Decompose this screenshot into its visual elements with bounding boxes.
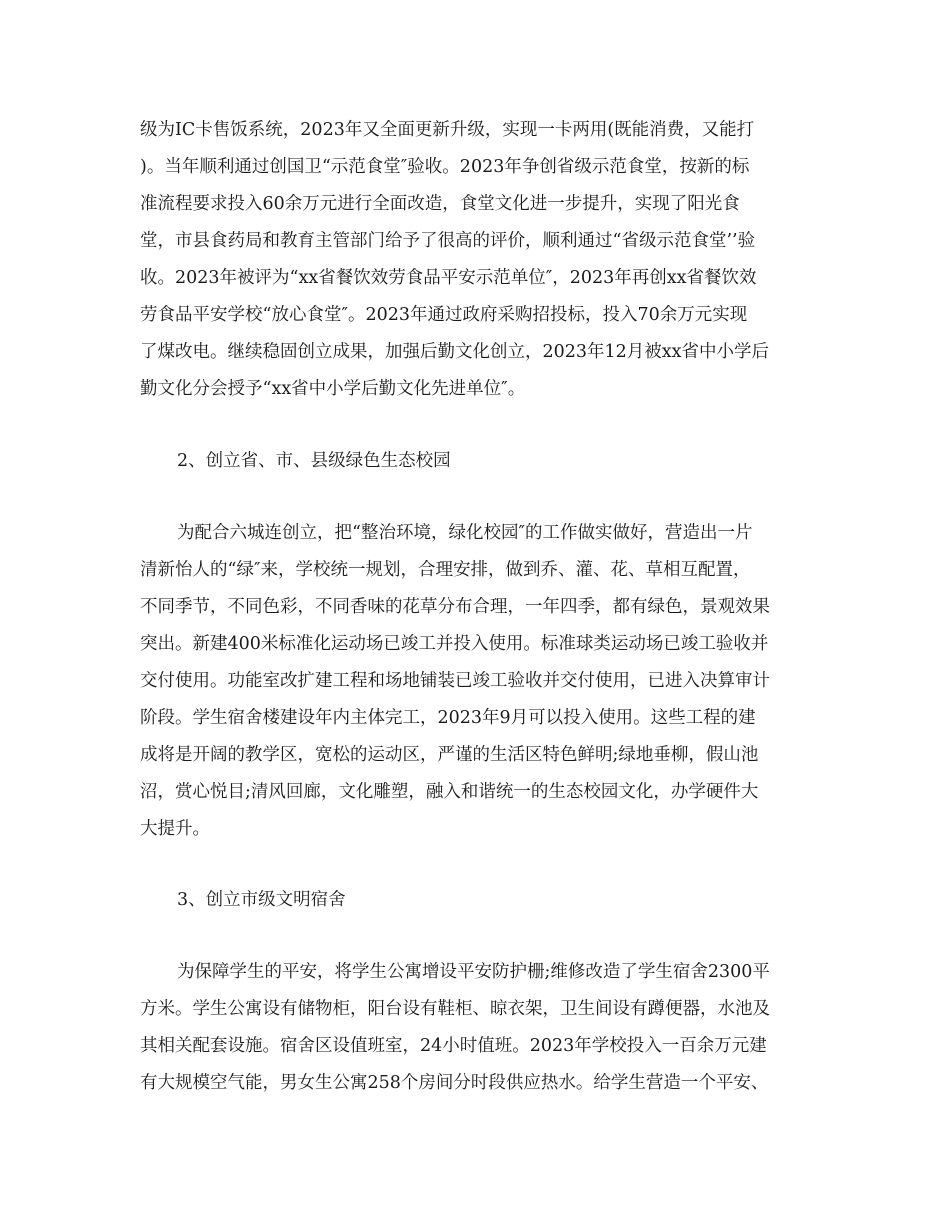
- paragraph-1-line: )。当年顺利通过创国卫“示范食堂″验收。2023年争创省级示范食堂，按新的标: [140, 157, 750, 177]
- paragraph-2-line: 阶段。学生宿舍楼建设年内主体完工，2023年9月可以投入使用。这些工程的建: [140, 708, 756, 728]
- paragraph-2-line: 清新怡人的“绿″来，学校统一规划，合理安排，做到乔、灌、花、草相互配置，: [140, 560, 751, 580]
- paragraph-2-line: 交付使用。功能室改扩建工程和场地铺装已竣工验收并交付使用，已进入决算审计: [140, 671, 770, 691]
- paragraph-3-line: 方米。学生公寓设有储物柜，阳台设有鞋柜、晾衣架，卫生间设有蹲便器，水池及: [140, 999, 770, 1019]
- paragraph-1-line: 堂，市县食药局和教育主管部门给予了很高的评价，顺利通过“省级示范食堂’’验: [140, 231, 756, 251]
- paragraph-3-line: 有大规模空气能，男女生公寓258个房间分时段供应热水。给学生营造一个平安、: [140, 1073, 769, 1093]
- paragraph-2-line: 成将是开阔的教学区，宽松的运动区，严谨的生活区特色鲜明;绿地垂柳，假山池: [140, 745, 759, 765]
- paragraph-2-line: 大提升。: [140, 819, 210, 839]
- paragraph-2-line: 突出。新建400米标准化运动场已竣工并投入使用。标准球类运动场已竣工验收并: [140, 634, 769, 654]
- paragraph-2-line: 沼，赏心悦目;清风回廊，文化雕塑，融入和谐统一的生态校园文化，办学硬件大: [140, 782, 759, 802]
- paragraph-3-line: 其相关配套设施。宿舍区设值班室，24小时值班。2023年学校投入一百余万元建: [140, 1036, 767, 1056]
- paragraph-1-line: 了煤改电。继续稳固创立成果，加强后勤文化创立，2023年12月被xx省中小学后: [140, 342, 770, 362]
- section-heading-3: 3、创立市级文明宿舍: [177, 890, 346, 910]
- paragraph-3-line: 为保障学生的平安，将学生公寓增设平安防护栅;维修改造了学生宿舍2300平: [177, 962, 770, 982]
- paragraph-1-line: 准流程要求投入60余万元进行全面改造，食堂文化进一步提升，实现了阳光食: [140, 194, 740, 214]
- paragraph-1-line: 收。2023年被评为“xx省餐饮效劳食品平安示范单位″，2023年再创xx省餐饮效: [140, 268, 757, 288]
- paragraph-1-line: 勤文化分会授予“xx省中小学后勤文化先进单位″。: [140, 379, 526, 399]
- section-heading-2: 2、创立省、市、县级绿色生态校园: [177, 451, 451, 471]
- paragraph-1-line: 劳食品平安学校“放心食堂″。2023年通过政府采购招投标，投入70余万元实现: [140, 305, 748, 325]
- paragraph-2-line: 为配合六城连创立，把“整治环境，绿化校园″的工作做实做好，营造出一片: [177, 523, 753, 543]
- paragraph-2-line: 不同季节，不同色彩，不同香味的花草分布合理，一年四季，都有绿色，景观效果: [140, 597, 770, 617]
- paragraph-1-line: 级为IC卡售饭系统，2023年又全面更新升级，实现一卡两用(既能消费，又能打: [140, 120, 755, 140]
